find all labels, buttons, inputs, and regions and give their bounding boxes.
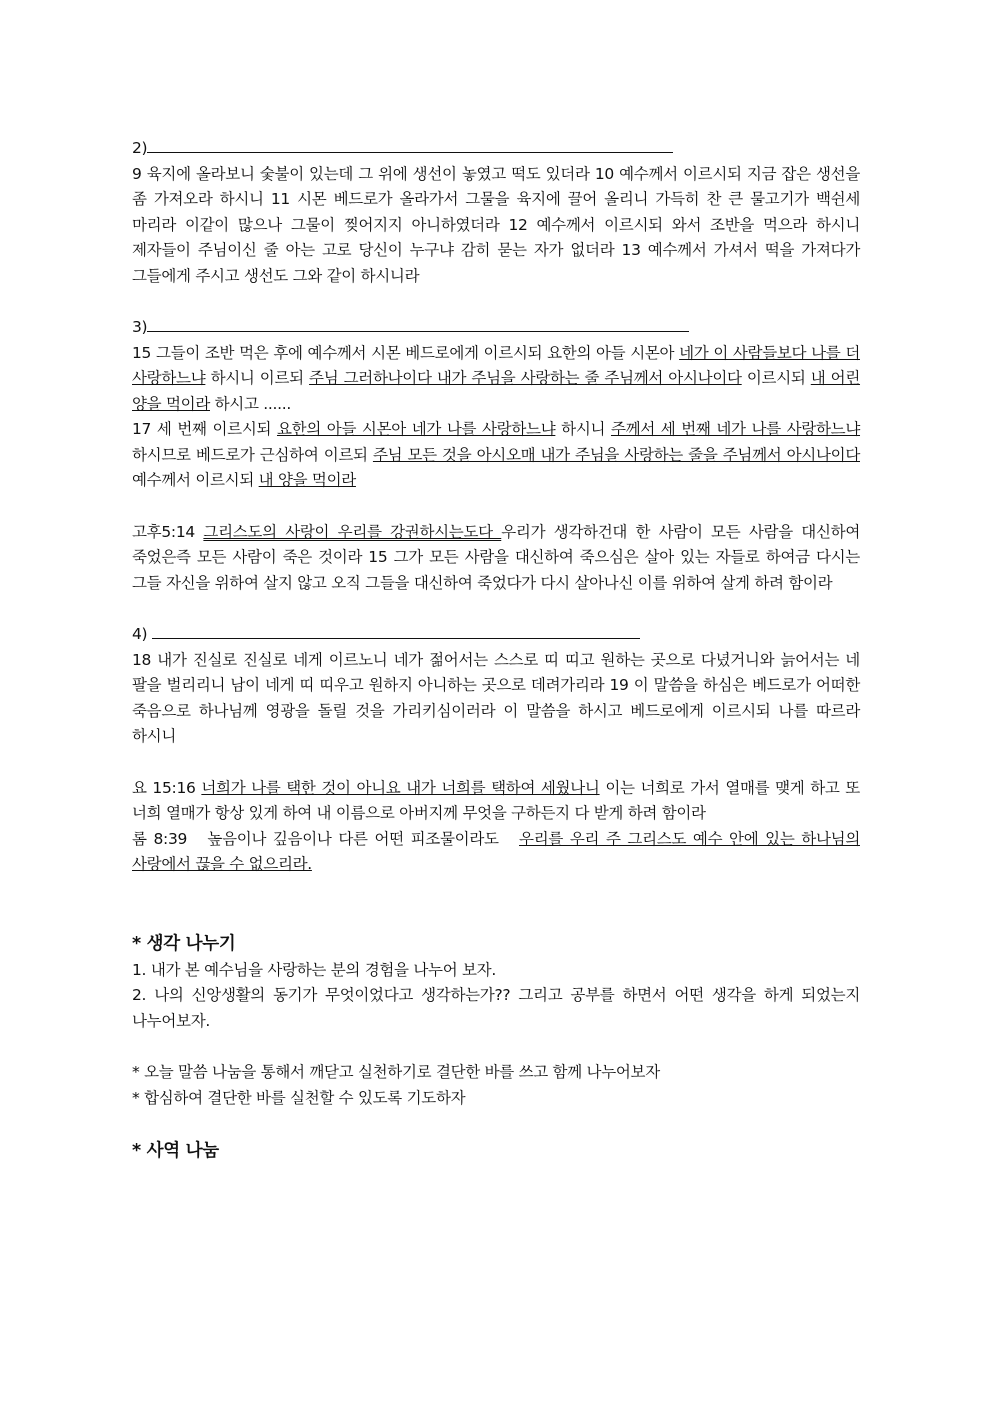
sharing-note-1: * 오늘 말씀 나눔을 통해서 깨닫고 실천하기로 결단한 바를 쓰고 함께 나누어보자 — [132, 1063, 660, 1081]
underlined-phrase: 너희가 나를 택한 것이 아니요 내가 너희를 택하여 세웠나니 — [201, 778, 600, 797]
worksheet-page — [132, 136, 860, 1165]
section-2-label: 2) — [132, 139, 148, 157]
underlined-phrase: 주께서 세 번째 네가 나를 사랑하느냐 — [610, 420, 861, 438]
underlined-phrase: 우리를 우리 주 그리스도 예수 안에 있는 하나님의 사랑에서 끊을 수 없으리라. — [132, 829, 860, 873]
spacer — [132, 494, 860, 520]
spacer — [132, 750, 860, 776]
section-3-label: 3) — [132, 318, 148, 336]
fill-in-blank-4[interactable] — [152, 624, 640, 639]
verse-text: 예수께서 이르시되 — [132, 471, 259, 489]
sharing-note-2: * 합심하여 결단한 바를 실천할 수 있도록 기도하자 — [132, 1088, 466, 1107]
verse-text: 하시므로 베드로가 근심하여 이르되 — [132, 445, 373, 464]
romans-8-39-text — [132, 827, 860, 878]
section-4-heading — [132, 622, 860, 648]
double-underlined-phrase: 그리스도의 사랑이 우리를 강권하시는도다 — [203, 522, 502, 541]
verse-text: 이르시되 — [741, 369, 811, 387]
underlined-phrase: 주님 그러하나이다 내가 주님을 사랑하는 줄 주님께서 아시나이다 — [309, 369, 742, 387]
verse-text: 하시고 ...... — [210, 394, 292, 413]
spacer — [132, 1111, 860, 1137]
verse-text: 하시니 이르되 — [205, 369, 310, 387]
john-15-16-text — [132, 776, 860, 827]
sharing-heading: * 생각 나누기 — [132, 933, 236, 954]
underlined-phrase: 주님 모든 것을 아시오매 내가 주님을 사랑하는 줄을 주님께서 아시나이다 — [372, 445, 860, 464]
john-21-15-text — [132, 341, 860, 418]
fill-in-blank-3[interactable] — [147, 317, 689, 332]
verse-text: 우리가 생각하건대 한 사람이 모든 사람을 대신하여 죽었은즉 모든 사람이 죽은 것이라 15 그가 모든 사람을 대신하여 죽으심은 살아 있는 자들로 하여금 다시는 그들 자신을 위하여 살지 않고 오직 그들을 대신하여 죽었다가 다시 살아나신 이를 위하여 살게 하려 함이라 — [132, 522, 860, 592]
fill-in-blank-2[interactable] — [147, 138, 673, 153]
section-3-heading — [132, 315, 860, 341]
john-21-18-19-text: 18 내가 진실로 진실로 네게 이르노니 네가 젊어서는 스스로 띠 띠고 원하는 곳으로 다녔거니와 늙어서는 네 팔을 벌리리니 남이 네게 띠 띠우고 원하지 아니하는 곳으로 데려가리라 19 이 말씀을 하심은 베드로가 어떠한 죽음으로 하나님께 영광을 돌릴 것을 가리키심이러라 이 말씀을 하시고 베드로에게 이르시되 나를 따르라 하시니 — [132, 650, 860, 745]
section-4-label: 4) — [132, 625, 152, 643]
verse-reference: 요 15:16 — [132, 778, 202, 797]
sharing-question-1: 1. 내가 본 예수님을 사랑하는 분의 경험을 나누어 보자. — [132, 960, 496, 979]
verse-reference: 롬 8:39 높음이나 깊음이나 다른 어떤 피조물이라도 — [132, 829, 520, 848]
john-21-17-text — [132, 417, 860, 494]
underlined-phrase: 요한의 아들 시몬아 네가 나를 사랑하느냐 — [276, 420, 556, 438]
verse-text: 17 세 번째 이르시되 — [132, 420, 277, 438]
spacer — [132, 596, 860, 622]
spacer — [132, 289, 860, 315]
verse-text: 하시니 — [555, 420, 611, 438]
ministry-heading: * 사역 나눔 — [132, 1141, 219, 1161]
underlined-phrase: 네가 이 사람들보다 나를 더 사랑하느냐 — [132, 343, 860, 387]
verse-text: 15 그들이 조반 먹은 후에 예수께서 시몬 베드로에게 이르시되 요한의 아들 시몬아 — [132, 343, 680, 362]
section-2-heading — [132, 136, 860, 162]
verse-text: 이는 너희로 가서 열매를 맺게 하고 또 너희 열매가 항상 있게 하여 내 이름으로 아버지께 무엇을 구하든지 다 받게 하려 함이라 — [132, 778, 860, 822]
spacer — [132, 1034, 860, 1060]
underlined-phrase: 내 양을 먹이라 — [258, 471, 356, 489]
spacer — [132, 878, 860, 930]
verse-reference: 고후5:14 — [132, 522, 204, 541]
2-corinthians-5-14-text — [132, 520, 860, 597]
underlined-phrase: 내 어린 양을 먹이라 — [132, 369, 861, 413]
john-21-9-13-text: 9 육지에 올라보니 숯불이 있는데 그 위에 생선이 놓였고 떡도 있더라 10 예수께서 이르시되 지금 잡은 생선을 좀 가져오라 하시니 11 시몬 베드로가 올라가서 그물을 육지에 끌어 올리니 가득히 찬 큰 물고기가 백쉰세 마리라 이같이 많으나 그물이 찢어지지 아니하였더라 12 예수께서 이르시되 와서 조반을 먹으라 하시니 제자들이 주님이신 줄 아는 고로 당신이 누구냐 감히 묻는 자가 없더라 13 예수께서 가셔서 떡을 가져다가 그들에게 주시고 생선도 그와 같이 하시니라 — [132, 164, 860, 285]
sharing-question-2: 2. 나의 신앙생활의 동기가 무엇이었다고 생각하는가?? 그리고 공부를 하면서 어떤 생각을 하게 되었는지 나누어보자. — [132, 986, 860, 1030]
